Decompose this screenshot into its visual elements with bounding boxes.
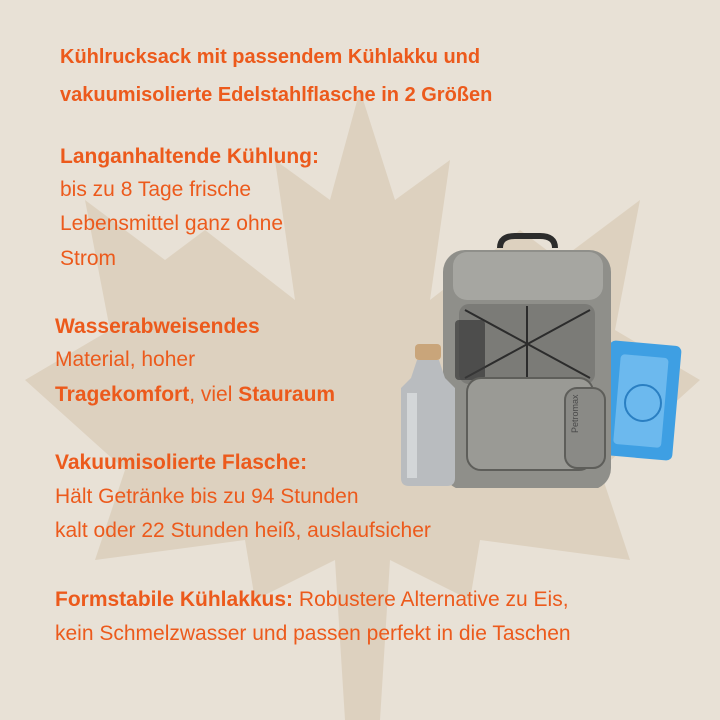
feature-material-bold: Tragekomfort (55, 383, 190, 406)
feature-icepacks-title: Formstabile Kühlakkus: (55, 588, 294, 611)
feature-bottle-line: Hält Getränke bis zu 94 Stunden (55, 485, 359, 508)
backpack-image (443, 236, 611, 488)
feature-material-bold: Stauraum (238, 383, 336, 406)
feature-bottle-line: kalt oder 22 Stunden heiß, auslaufsicher (55, 519, 431, 542)
feature-cooling-line: Lebensmittel ganz ohne (60, 212, 283, 235)
ice-pack-image (600, 340, 682, 461)
feature-material-title: Wasserabweisendes (55, 315, 260, 338)
feature-cooling-line: bis zu 8 Tage frische (60, 178, 252, 201)
headline-line-2: vakuumisolierte Edelstahlflasche in 2 Größen (60, 84, 493, 106)
feature-material-line (55, 377, 335, 413)
headline (60, 38, 492, 114)
feature-cooling-title: Langanhaltende Kühlung: (60, 145, 319, 168)
feature-icepacks-text: Robustere Alternative zu Eis, (293, 588, 569, 611)
feature-cooling-line: Strom (60, 247, 117, 270)
feature-material-text: , viel (189, 383, 239, 406)
feature-icepacks-line (55, 582, 569, 618)
feature-bottle-title: Vakuumisolierte Flasche: (55, 451, 308, 474)
headline-line-1: Kühlrucksack mit passendem Kühlakku und (60, 46, 481, 68)
feature-material-line: Material, hoher (55, 348, 196, 371)
brand-label: Petromax (570, 394, 580, 433)
feature-icepacks-line: kein Schmelzwasser und passen perfekt in die Taschen (55, 622, 571, 645)
product-image (395, 228, 695, 488)
